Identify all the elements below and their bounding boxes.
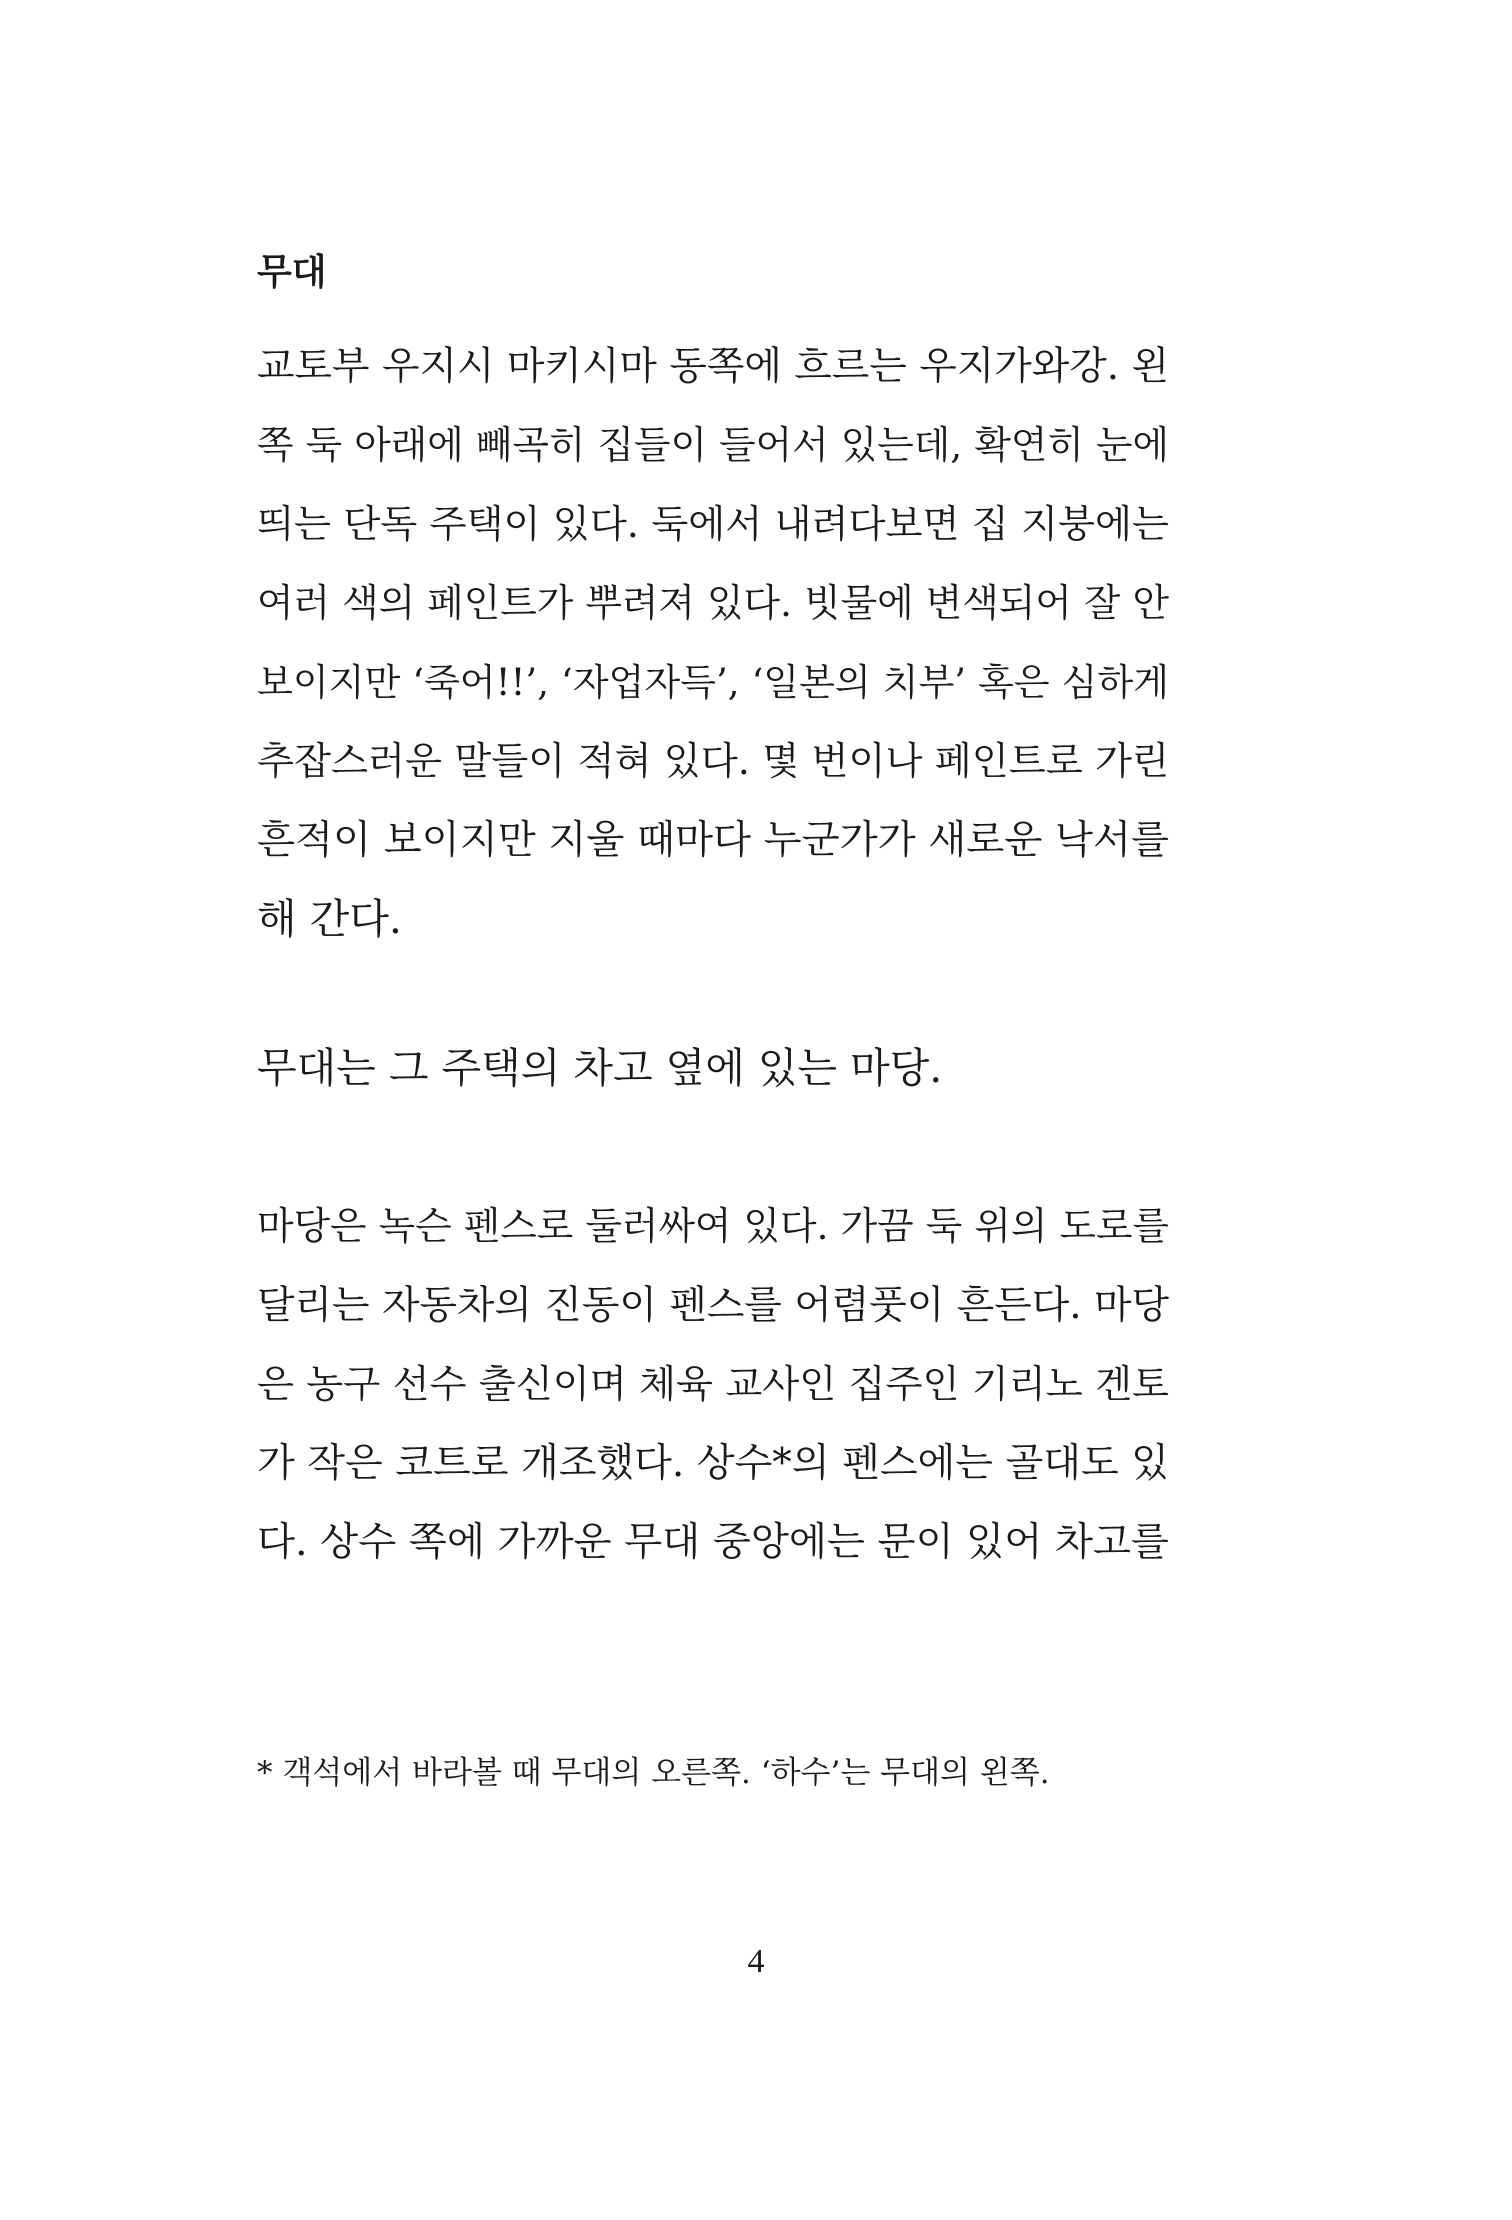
text-line: 보이지만 ‘죽어!!’, ‘자업자득’, ‘일본의 치부’ 혹은 심하게 [257,661,1169,704]
text-line: 여러 색의 페인트가 뿌려져 있다. 빗물에 변색되어 잘 안 [257,581,1169,625]
paragraph-yard-description [257,1187,1169,1582]
text-line: 교토부 우지시 마키시마 동쪽에 흐르는 우지가와강. 왼 [257,344,1169,389]
paragraph-setting-description [257,327,1169,959]
text-line: 가 작은 코트로 개조했다. 상수*의 펜스에는 골대도 있 [257,1441,1169,1486]
text-line: 달리는 자동차의 진동이 펜스를 어렴풋이 흔든다. 마당 [257,1283,1169,1328]
text-line: 무대는 그 주택의 차고 옆에 있는 마당. [257,1044,943,1092]
text-line: 흔적이 보이지만 지울 때마다 누군가가 새로운 낙서를 [257,817,1169,863]
text-line: 마당은 녹슨 펜스로 둘러싸여 있다. 가끔 둑 위의 도로를 [257,1204,1169,1248]
page-number: 4 [747,1943,765,1980]
text-line: 띄는 단독 주택이 있다. 둑에서 내려다보면 집 지붕에는 [257,502,1169,547]
text-line: 은 농구 선수 출신이며 체육 교사인 집주인 기리노 겐토 [257,1362,1169,1407]
text-line: 쪽 둑 아래에 빼곡히 집들이 들어서 있는데, 확연히 눈에 [257,423,1169,467]
footnote: * 객석에서 바라볼 때 무대의 오른쪽. ‘하수’는 무대의 왼쪽. [257,1755,1050,1791]
text-line: 추잡스러운 말들이 적혀 있다. 몇 번이나 페인트로 가린 [257,739,1169,784]
paragraph-stage-location [257,1029,1169,1108]
section-heading: 무대 [257,252,327,293]
text-line: 다. 상수 쪽에 가까운 무대 중앙에는 문이 있어 차고를 [257,1519,1169,1565]
text-line: 해 간다. [257,895,402,943]
